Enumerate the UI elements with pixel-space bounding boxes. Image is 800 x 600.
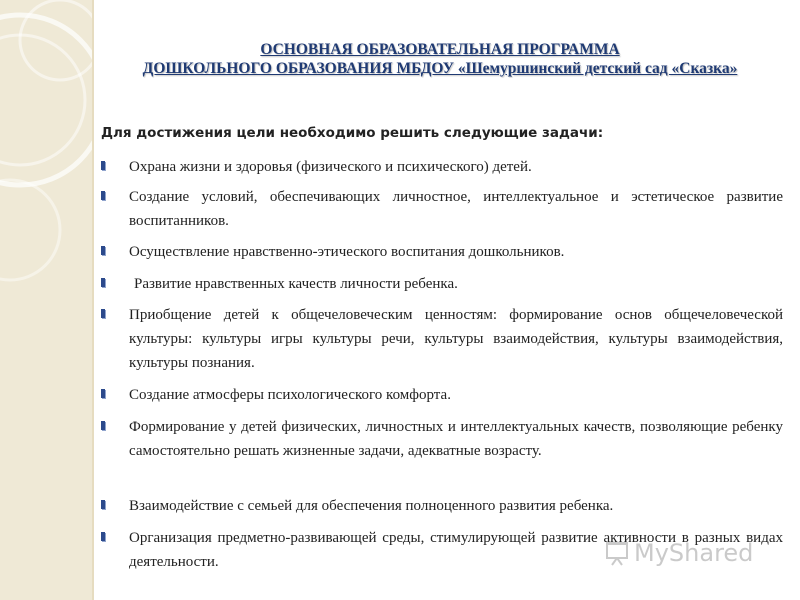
list-item-text: Создание атмосферы психологического комфорта. bbox=[129, 387, 451, 403]
list-item bbox=[101, 155, 783, 179]
list-item-text: Формирование у детей физических, личностных и интеллектуальных качеств, позволяющие ребенку самостоятельно решать жизненные задачи, адекватные возрасту. bbox=[129, 419, 783, 459]
bullet-icon bbox=[101, 246, 105, 255]
bullet-icon bbox=[101, 161, 105, 170]
bullet-icon bbox=[101, 191, 105, 200]
decorative-side-panel bbox=[0, 0, 92, 600]
presentation-icon bbox=[604, 540, 630, 566]
list-item-text: Охрана жизни и здоровья (физического и психического) детей. bbox=[129, 159, 532, 175]
page-title bbox=[100, 40, 780, 78]
decorative-circles bbox=[0, 0, 92, 600]
title-line-1: ОСНОВНАЯ ОБРАЗОВАТЕЛЬНАЯ ПРОГРАММА bbox=[260, 41, 620, 58]
list-item-text: Приобщение детей к общечеловеческим ценностям: формирование основ общечеловеческой культуры: культуры игры культуры речи, культуры взаимодействия, культуры взаимодействия, культуры познания. bbox=[129, 307, 783, 371]
bullet-icon bbox=[101, 309, 105, 318]
bullet-icon bbox=[101, 278, 105, 287]
list-item bbox=[101, 494, 783, 518]
list-item bbox=[101, 383, 783, 407]
list-item-text: Развитие нравственных качеств личности ребенка. bbox=[134, 276, 458, 292]
list-item bbox=[101, 240, 783, 264]
title-line-2: ДОШКОЛЬНОГО ОБРАЗОВАНИЯ МБДОУ «Шемуршинский детский сад «Сказка» bbox=[142, 60, 738, 77]
bullet-icon bbox=[101, 389, 105, 398]
watermark-text: MyShared bbox=[634, 539, 754, 567]
list-item-text: Создание условий, обеспечивающих личностное, интеллектуальное и эстетическое развитие воспитанников. bbox=[129, 189, 783, 229]
watermark bbox=[604, 539, 753, 567]
panel-divider bbox=[92, 0, 94, 600]
list-item bbox=[101, 415, 783, 463]
bullet-icon bbox=[101, 421, 105, 430]
intro-text: Для достижения цели необходимо решить следующие задачи: bbox=[101, 125, 604, 141]
list-item-text: Взаимодействие с семьей для обеспечения полноценного развития ребенка. bbox=[129, 498, 614, 514]
bullet-icon bbox=[101, 500, 105, 509]
list-item bbox=[101, 272, 783, 296]
list-item bbox=[101, 303, 783, 375]
list-item bbox=[101, 185, 783, 233]
list-item-text: Организация предметно-развивающей среды, стимулирующей развитие активности в разных видах деятельности. bbox=[129, 530, 783, 570]
bullet-icon bbox=[101, 532, 105, 541]
list-item-text: Осуществление нравственно-этического воспитания дошкольников. bbox=[129, 244, 565, 260]
